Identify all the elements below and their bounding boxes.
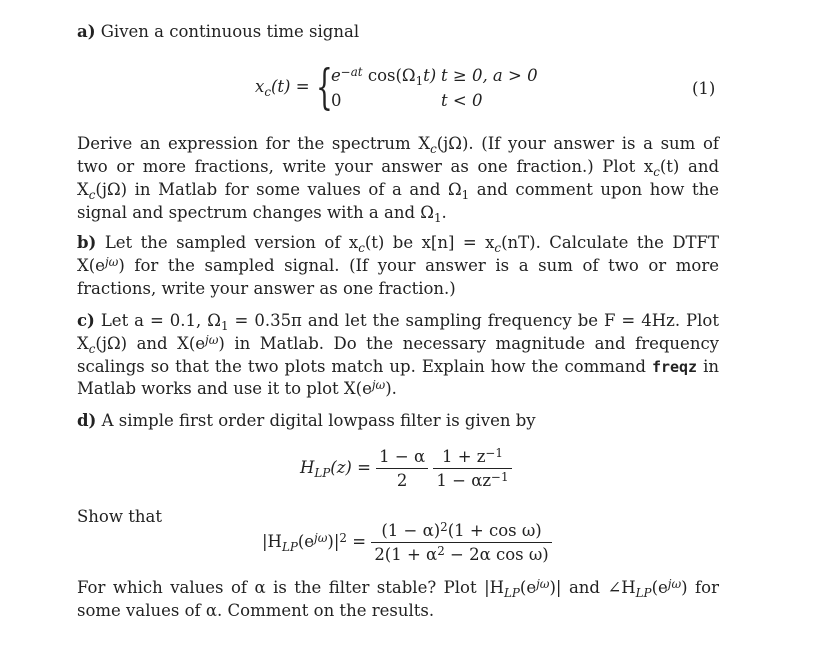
magnitude-equation [262, 521, 552, 564]
pd-f5: ) for some values of α. Comment on the results. [77, 578, 719, 620]
mag-sq: 2 [339, 530, 347, 545]
case-1-condition [441, 66, 538, 85]
case1-cond-text: t ≥ 0, a > 0 [441, 66, 538, 85]
pc-t1: Let a = 0.1, Ω [100, 311, 221, 330]
magnitude-fraction [371, 521, 551, 564]
pa-sub-1a: 1 [461, 187, 470, 202]
eq1-x: x [255, 77, 265, 96]
pd-fsup2: jω [667, 576, 682, 591]
pa-sub-c3: c [88, 187, 96, 202]
pa-t5: and comment upon how the signal and spectrum changes with a and Ω [77, 180, 719, 222]
case1-sub: 1 [415, 73, 424, 88]
case-2-condition [441, 91, 482, 110]
h-sub: LP [314, 465, 331, 480]
frac2-num-a: 1 + z [441, 447, 486, 466]
case1-exp: −at [340, 64, 363, 79]
mag-den [371, 543, 551, 564]
pb-sup-jw: jω [104, 254, 119, 269]
pd-fsub1: LP [504, 585, 520, 600]
frac2-den-a: 1 − αz [436, 471, 492, 490]
part-a-label: a) [77, 22, 96, 41]
pd-f4: (e [651, 578, 668, 597]
part-c [77, 310, 719, 401]
hlp-equation [300, 447, 512, 490]
pb-t3: (nT). Calculate the DTFT X(e [77, 233, 720, 275]
pd-f3: )| and ∠H [549, 578, 636, 597]
eq1-arg: (t) = [270, 77, 310, 96]
part-d-intro [77, 410, 719, 432]
pc-sup-jw1: jω [205, 332, 219, 347]
eq1-sub-c: c [264, 84, 271, 99]
part-b-label: b) [77, 233, 97, 252]
part-d-final [77, 577, 719, 622]
fraction-2 [433, 447, 511, 490]
pb-sub-c1: c [358, 240, 365, 255]
mag-sup: jω [314, 530, 328, 545]
case2-cond-text: t < 0 [441, 91, 483, 110]
pd-f2: (e [519, 578, 537, 597]
part-c-label: c) [77, 311, 95, 330]
equation-1-lhs [255, 77, 310, 99]
pd-f1: For which values of α is the filter stable? Plot |H [77, 578, 505, 597]
mag-den-b: − 2α cos ω) [444, 545, 549, 564]
pa-sub-c1: c [430, 141, 437, 156]
pc-t4: ) in Matlab. Do the necessary magnitude and frequency scalings so that the two plots match up. Explain how the command [77, 334, 720, 376]
frac2-den-exp: −1 [491, 469, 509, 484]
mag-den-a: 2(1 + α [374, 545, 438, 564]
pc-t2: = 0.35π and let the sampling frequency be F = 4Hz. Plot X [77, 311, 719, 353]
mag-c: )| [327, 532, 340, 551]
pa-t4: (jΩ) in Matlab for some values of a and Ω [95, 180, 462, 199]
part-a-intro-text: Given a continuous time signal [100, 22, 360, 41]
fraction-1 [376, 447, 428, 490]
frac1-den: 2 [396, 471, 408, 490]
pa-t2: (jΩ). (If your answer is a sum of two or more fractions, write your answer as one fraction.) Plot x [77, 134, 719, 176]
frac2-num-exp: −1 [485, 445, 503, 460]
pd-fsup1: jω [536, 576, 550, 591]
pc-sub-c: c [88, 341, 96, 356]
pa-t1: Derive an expression for the spectrum X [77, 134, 431, 153]
mag-den-sq: 2 [437, 543, 445, 558]
mag-b: (e [297, 532, 315, 551]
case1-cos: cos(Ω [362, 66, 416, 85]
case-2-expression [331, 91, 342, 110]
pc-t6: ). [385, 379, 397, 398]
pc-t5: in Matlab works and use it to plot X(e [77, 357, 719, 398]
mag-eq: = [346, 532, 367, 551]
pa-sub-c2: c [653, 164, 660, 179]
frac2-num [433, 447, 511, 469]
h-arg: (z) = [330, 458, 371, 477]
mag-num-sq: 2 [440, 519, 448, 534]
pa-t3: (t) and X [77, 157, 720, 199]
pd-fsub2: LP [635, 585, 652, 600]
pa-t6: . [441, 203, 447, 222]
pc-t3: (jΩ) and X(e [95, 334, 206, 353]
case2-zero: 0 [331, 91, 342, 110]
frac1-num: 1 − α [376, 447, 428, 469]
mag-num [371, 521, 551, 543]
part-d-label: d) [77, 411, 97, 430]
mag-num-a: (1 − α) [381, 521, 441, 540]
pd-t1: A simple first order digital lowpass filter is given by [101, 411, 536, 430]
pb-t2: (t) be x[n] = x [364, 233, 495, 252]
mag-num-b: (1 + cos ω) [447, 521, 542, 540]
part-a-intro [77, 21, 719, 43]
cases-brace: { [316, 59, 333, 115]
freqz-command: freqz [651, 358, 698, 376]
mag-sub: LP [281, 539, 298, 554]
pc-sup-jw2: jω [371, 377, 386, 392]
pc-sub-1: 1 [220, 318, 229, 333]
part-a-body [77, 133, 719, 225]
equation-number: (1) [692, 79, 716, 98]
h-letter: H [300, 458, 315, 477]
case1-e: e [331, 66, 341, 85]
pb-sub-c2: c [494, 240, 502, 255]
mag-a: |H [262, 532, 282, 551]
pb-t4: ) for the sampled signal. (If your answer is a sum of two or more fractions, write your answer as one fraction.) [77, 256, 719, 298]
pb-t1: Let the sampled version of x [104, 233, 359, 252]
show-that: Show that [77, 507, 162, 526]
frac2-den [433, 469, 511, 490]
case1-t: t) [423, 66, 437, 85]
part-b [77, 232, 719, 300]
case-1-expression [331, 64, 437, 88]
pa-sub-1b: 1 [433, 210, 442, 225]
